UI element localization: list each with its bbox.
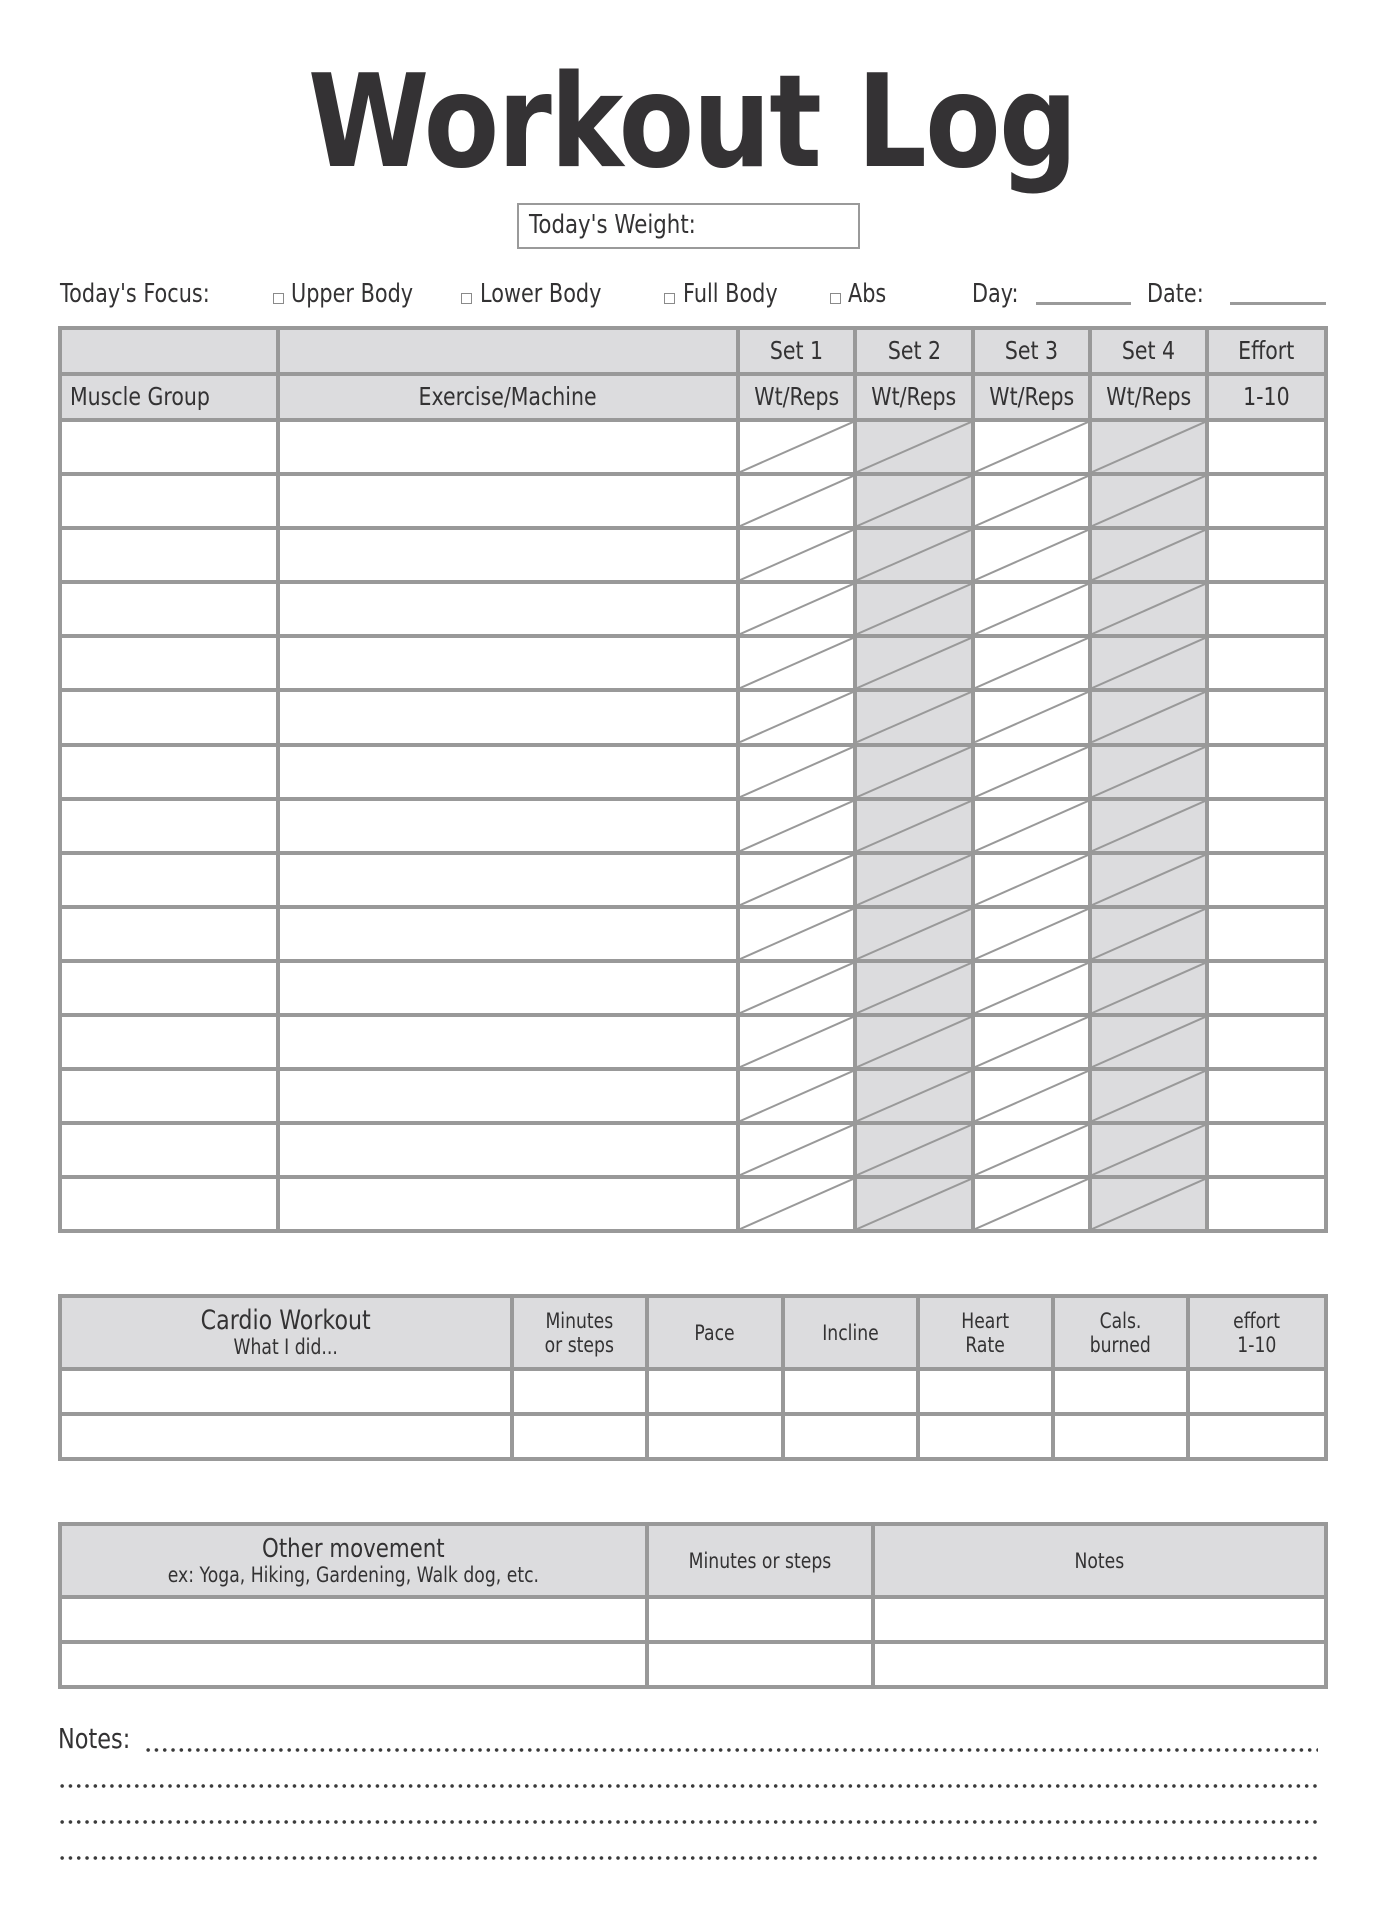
strength-row — [60, 582, 1326, 636]
cardio-table — [58, 1294, 1328, 1461]
header-blank — [278, 328, 738, 374]
exercise-cell[interactable] — [278, 528, 738, 582]
muscle-group-cell[interactable] — [60, 799, 278, 853]
diagonal-divider — [740, 476, 853, 526]
set-3-cell[interactable] — [973, 1015, 1090, 1069]
set-1-cell[interactable] — [738, 528, 855, 582]
effort-cell[interactable] — [1207, 582, 1326, 636]
exercise-cell[interactable] — [278, 690, 738, 744]
other-notes-cell[interactable] — [873, 1597, 1326, 1642]
exercise-cell[interactable] — [278, 961, 738, 1015]
effort-cell[interactable] — [1207, 907, 1326, 961]
effort-cell[interactable] — [1207, 636, 1326, 690]
cardio-row — [60, 1414, 1326, 1459]
option-abs-label: Abs — [848, 279, 887, 309]
diagonal-divider — [740, 1017, 853, 1067]
diagonal-divider — [975, 638, 1088, 688]
diagonal-divider — [740, 801, 853, 851]
set-2-cell[interactable] — [855, 528, 973, 582]
set-3-cell[interactable] — [973, 474, 1090, 528]
diagonal-divider — [975, 747, 1088, 797]
diagonal-divider — [740, 1125, 853, 1175]
strength-row — [60, 474, 1326, 528]
strength-row — [60, 961, 1326, 1015]
muscle-group-cell[interactable] — [60, 1123, 278, 1177]
muscle-group-cell[interactable] — [60, 961, 278, 1015]
muscle-group-cell[interactable] — [60, 1069, 278, 1123]
diagonal-divider — [975, 963, 1088, 1013]
header-set-1-wt-reps: Wt/Reps — [738, 374, 855, 420]
effort-cell[interactable] — [1207, 1069, 1326, 1123]
cardio-incline-cell[interactable] — [783, 1414, 918, 1459]
exercise-cell[interactable] — [278, 582, 738, 636]
muscle-group-cell[interactable] — [60, 420, 278, 474]
exercise-cell[interactable] — [278, 1177, 738, 1231]
strength-row — [60, 853, 1326, 907]
header-cardio-workout: Cardio Workout What I did... — [60, 1296, 512, 1369]
set-4-cell[interactable] — [1090, 1177, 1207, 1231]
diagonal-divider — [740, 584, 853, 634]
diagonal-divider — [1092, 476, 1205, 526]
diagonal-divider — [1092, 530, 1205, 580]
diagonal-divider — [1092, 1179, 1205, 1229]
set-1-cell[interactable] — [738, 690, 855, 744]
cardio-pace-cell[interactable] — [647, 1369, 783, 1414]
notes-line-2[interactable] — [58, 1784, 1318, 1788]
exercise-cell[interactable] — [278, 420, 738, 474]
notes-label: Notes: — [58, 1722, 131, 1755]
set-1-cell[interactable] — [738, 420, 855, 474]
diagonal-divider — [975, 855, 1088, 905]
notes-line-4[interactable] — [58, 1856, 1318, 1860]
effort-cell[interactable] — [1207, 745, 1326, 799]
set-1-cell[interactable] — [738, 1015, 855, 1069]
diagonal-divider — [857, 909, 971, 959]
strength-row — [60, 636, 1326, 690]
exercise-cell[interactable] — [278, 1015, 738, 1069]
day-input-line[interactable] — [1036, 302, 1131, 305]
diagonal-divider — [857, 638, 971, 688]
todays-weight-field[interactable] — [517, 203, 860, 249]
set-1-cell[interactable] — [738, 1123, 855, 1177]
set-1-cell[interactable] — [738, 1069, 855, 1123]
header-set-3-wt-reps: Wt/Reps — [973, 374, 1090, 420]
cardio-heart-rate-cell[interactable] — [918, 1369, 1053, 1414]
muscle-group-cell[interactable] — [60, 1015, 278, 1069]
cardio-incline-cell[interactable] — [783, 1369, 918, 1414]
cardio-heart-rate-cell[interactable] — [918, 1414, 1053, 1459]
diagonal-divider — [1092, 909, 1205, 959]
header-set-2: Set 2 — [855, 328, 973, 374]
other-activity-cell[interactable] — [60, 1642, 647, 1687]
cardio-cals-cell[interactable] — [1053, 1369, 1188, 1414]
diagonal-divider — [975, 1017, 1088, 1067]
option-lower-body-label: Lower Body — [480, 279, 602, 309]
header-blank — [60, 328, 278, 374]
header-effort: Effort — [1207, 328, 1326, 374]
set-1-cell[interactable] — [738, 474, 855, 528]
cardio-effort-cell[interactable] — [1188, 1369, 1326, 1414]
set-3-cell[interactable] — [973, 636, 1090, 690]
set-1-cell[interactable] — [738, 1177, 855, 1231]
muscle-group-cell[interactable] — [60, 528, 278, 582]
diagonal-divider — [975, 909, 1088, 959]
muscle-group-cell[interactable] — [60, 690, 278, 744]
diagonal-divider — [740, 422, 853, 472]
cardio-header-row — [60, 1296, 1326, 1369]
todays-weight-label: Today's Weight: — [529, 210, 696, 240]
muscle-group-cell[interactable] — [60, 474, 278, 528]
header-other-movement: Other movement ex: Yoga, Hiking, Gardening, Walk dog, etc. — [60, 1524, 647, 1597]
strength-row — [60, 1177, 1326, 1231]
set-1-cell[interactable] — [738, 582, 855, 636]
effort-cell[interactable] — [1207, 420, 1326, 474]
exercise-cell[interactable] — [278, 907, 738, 961]
exercise-cell[interactable] — [278, 745, 738, 799]
other-notes-cell[interactable] — [873, 1642, 1326, 1687]
diagonal-divider — [740, 963, 853, 1013]
set-3-cell[interactable] — [973, 907, 1090, 961]
diagonal-divider — [975, 476, 1088, 526]
diagonal-divider — [857, 692, 971, 742]
diagonal-divider — [857, 1179, 971, 1229]
diagonal-divider — [857, 1125, 971, 1175]
diagonal-divider — [857, 422, 971, 472]
diagonal-divider — [740, 747, 853, 797]
diagonal-divider — [740, 855, 853, 905]
diagonal-divider — [975, 584, 1088, 634]
option-upper-body-label: Upper Body — [291, 279, 414, 309]
effort-cell[interactable] — [1207, 853, 1326, 907]
muscle-group-cell[interactable] — [60, 582, 278, 636]
set-1-cell[interactable] — [738, 907, 855, 961]
set-3-cell[interactable] — [973, 690, 1090, 744]
header-exercise-machine: Exercise/Machine — [278, 374, 738, 420]
set-4-cell[interactable] — [1090, 1123, 1207, 1177]
strength-row — [60, 799, 1326, 853]
other-movement-row — [60, 1642, 1326, 1687]
diagonal-divider — [740, 638, 853, 688]
set-4-cell[interactable] — [1090, 636, 1207, 690]
set-2-cell[interactable] — [855, 907, 973, 961]
day-label: Day: — [972, 279, 1019, 309]
header-set-4-wt-reps: Wt/Reps — [1090, 374, 1207, 420]
header-incline: Incline — [783, 1296, 918, 1369]
set-2-cell[interactable] — [855, 420, 973, 474]
other-minutes-cell[interactable] — [647, 1597, 873, 1642]
diagonal-divider — [857, 1017, 971, 1067]
other-activity-cell[interactable] — [60, 1597, 647, 1642]
cardio-row — [60, 1369, 1326, 1414]
set-3-cell[interactable] — [973, 1123, 1090, 1177]
set-4-cell[interactable] — [1090, 1069, 1207, 1123]
diagonal-divider — [1092, 801, 1205, 851]
header-set-1: Set 1 — [738, 328, 855, 374]
diagonal-divider — [740, 530, 853, 580]
header-other-minutes-or-steps: Minutes or steps — [647, 1524, 873, 1597]
set-1-cell[interactable] — [738, 961, 855, 1015]
set-2-cell[interactable] — [855, 745, 973, 799]
diagonal-divider — [1092, 855, 1205, 905]
strength-row — [60, 420, 1326, 474]
strength-row — [60, 690, 1326, 744]
set-3-cell[interactable] — [973, 799, 1090, 853]
effort-cell[interactable] — [1207, 528, 1326, 582]
diagonal-divider — [740, 1071, 853, 1121]
other-minutes-cell[interactable] — [647, 1642, 873, 1687]
effort-cell[interactable] — [1207, 961, 1326, 1015]
set-3-cell[interactable] — [973, 745, 1090, 799]
option-full-body-label: Full Body — [683, 279, 778, 309]
header-set-4: Set 4 — [1090, 328, 1207, 374]
strength-row — [60, 1015, 1326, 1069]
diagonal-divider — [857, 855, 971, 905]
diagonal-divider — [1092, 638, 1205, 688]
muscle-group-cell[interactable] — [60, 853, 278, 907]
exercise-cell[interactable] — [278, 1123, 738, 1177]
set-2-cell[interactable] — [855, 799, 973, 853]
notes-line-1[interactable] — [144, 1748, 1318, 1752]
muscle-group-cell[interactable] — [60, 1177, 278, 1231]
header-cardio-effort: effort 1-10 — [1188, 1296, 1326, 1369]
header-set-2-wt-reps: Wt/Reps — [855, 374, 973, 420]
cardio-activity-cell[interactable] — [60, 1369, 512, 1414]
diagonal-divider — [740, 1179, 853, 1229]
checkbox-lower-body[interactable] — [461, 293, 472, 304]
diagonal-divider — [1092, 1125, 1205, 1175]
effort-cell[interactable] — [1207, 1123, 1326, 1177]
set-4-cell[interactable] — [1090, 474, 1207, 528]
effort-cell[interactable] — [1207, 1177, 1326, 1231]
set-4-cell[interactable] — [1090, 961, 1207, 1015]
cardio-cals-cell[interactable] — [1053, 1414, 1188, 1459]
header-heart-rate: Heart Rate — [918, 1296, 1053, 1369]
diagonal-divider — [857, 801, 971, 851]
strength-header-row-top — [60, 328, 1326, 374]
set-3-cell[interactable] — [973, 528, 1090, 582]
strength-row — [60, 528, 1326, 582]
set-4-cell[interactable] — [1090, 853, 1207, 907]
header-muscle-group: Muscle Group — [60, 374, 278, 420]
diagonal-divider — [1092, 692, 1205, 742]
muscle-group-cell[interactable] — [60, 636, 278, 690]
strength-header-row-sub — [60, 374, 1326, 420]
set-1-cell[interactable] — [738, 636, 855, 690]
set-2-cell[interactable] — [855, 1123, 973, 1177]
header-pace: Pace — [647, 1296, 783, 1369]
exercise-cell[interactable] — [278, 1069, 738, 1123]
header-effort-scale: 1-10 — [1207, 374, 1326, 420]
strength-row — [60, 1123, 1326, 1177]
set-3-cell[interactable] — [973, 1069, 1090, 1123]
set-4-cell[interactable] — [1090, 799, 1207, 853]
set-2-cell[interactable] — [855, 690, 973, 744]
set-2-cell[interactable] — [855, 1069, 973, 1123]
muscle-group-cell[interactable] — [60, 907, 278, 961]
header-cals-burned: Cals. burned — [1053, 1296, 1188, 1369]
diagonal-divider — [975, 1179, 1088, 1229]
date-label: Date: — [1147, 279, 1204, 309]
diagonal-divider — [975, 1071, 1088, 1121]
cardio-minutes-cell[interactable] — [512, 1369, 647, 1414]
diagonal-divider — [857, 1071, 971, 1121]
set-2-cell[interactable] — [855, 853, 973, 907]
diagonal-divider — [1092, 963, 1205, 1013]
diagonal-divider — [740, 909, 853, 959]
set-3-cell[interactable] — [973, 1177, 1090, 1231]
set-4-cell[interactable] — [1090, 690, 1207, 744]
diagonal-divider — [740, 692, 853, 742]
set-2-cell[interactable] — [855, 474, 973, 528]
set-3-cell[interactable] — [973, 582, 1090, 636]
other-movement-table — [58, 1522, 1328, 1689]
exercise-cell[interactable] — [278, 853, 738, 907]
set-4-cell[interactable] — [1090, 745, 1207, 799]
set-2-cell[interactable] — [855, 1015, 973, 1069]
checkbox-abs[interactable] — [830, 293, 841, 304]
checkbox-upper-body[interactable] — [273, 293, 284, 304]
set-1-cell[interactable] — [738, 799, 855, 853]
set-4-cell[interactable] — [1090, 420, 1207, 474]
set-4-cell[interactable] — [1090, 1015, 1207, 1069]
date-input-line[interactable] — [1230, 302, 1326, 305]
set-4-cell[interactable] — [1090, 528, 1207, 582]
cardio-pace-cell[interactable] — [647, 1414, 783, 1459]
set-3-cell[interactable] — [973, 420, 1090, 474]
diagonal-divider — [1092, 422, 1205, 472]
exercise-cell[interactable] — [278, 636, 738, 690]
header-minutes-or-steps: Minutes or steps — [512, 1296, 647, 1369]
diagonal-divider — [1092, 1071, 1205, 1121]
diagonal-divider — [857, 476, 971, 526]
cardio-activity-cell[interactable] — [60, 1414, 512, 1459]
strength-row — [60, 1069, 1326, 1123]
diagonal-divider — [975, 530, 1088, 580]
effort-cell[interactable] — [1207, 799, 1326, 853]
set-2-cell[interactable] — [855, 582, 973, 636]
diagonal-divider — [857, 530, 971, 580]
cardio-effort-cell[interactable] — [1188, 1414, 1326, 1459]
diagonal-divider — [975, 801, 1088, 851]
other-header-row — [60, 1524, 1326, 1597]
set-1-cell[interactable] — [738, 853, 855, 907]
diagonal-divider — [857, 584, 971, 634]
set-4-cell[interactable] — [1090, 582, 1207, 636]
exercise-cell[interactable] — [278, 799, 738, 853]
set-2-cell[interactable] — [855, 1177, 973, 1231]
effort-cell[interactable] — [1207, 1015, 1326, 1069]
other-movement-row — [60, 1597, 1326, 1642]
diagonal-divider — [975, 1125, 1088, 1175]
header-set-3: Set 3 — [973, 328, 1090, 374]
set-1-cell[interactable] — [738, 745, 855, 799]
diagonal-divider — [857, 963, 971, 1013]
set-2-cell[interactable] — [855, 961, 973, 1015]
diagonal-divider — [1092, 584, 1205, 634]
effort-cell[interactable] — [1207, 690, 1326, 744]
cardio-minutes-cell[interactable] — [512, 1414, 647, 1459]
checkbox-full-body[interactable] — [664, 293, 675, 304]
diagonal-divider — [975, 692, 1088, 742]
muscle-group-cell[interactable] — [60, 745, 278, 799]
set-4-cell[interactable] — [1090, 907, 1207, 961]
effort-cell[interactable] — [1207, 474, 1326, 528]
strength-row — [60, 745, 1326, 799]
set-3-cell[interactable] — [973, 961, 1090, 1015]
diagonal-divider — [975, 422, 1088, 472]
set-2-cell[interactable] — [855, 636, 973, 690]
strength-table — [58, 326, 1328, 1233]
diagonal-divider — [1092, 747, 1205, 797]
header-other-notes: Notes — [873, 1524, 1326, 1597]
exercise-cell[interactable] — [278, 474, 738, 528]
todays-focus-label: Today's Focus: — [60, 279, 210, 309]
page-title: Workout Log — [307, 48, 1077, 197]
set-3-cell[interactable] — [973, 853, 1090, 907]
strength-row — [60, 907, 1326, 961]
diagonal-divider — [1092, 1017, 1205, 1067]
diagonal-divider — [857, 747, 971, 797]
notes-line-3[interactable] — [58, 1820, 1318, 1824]
